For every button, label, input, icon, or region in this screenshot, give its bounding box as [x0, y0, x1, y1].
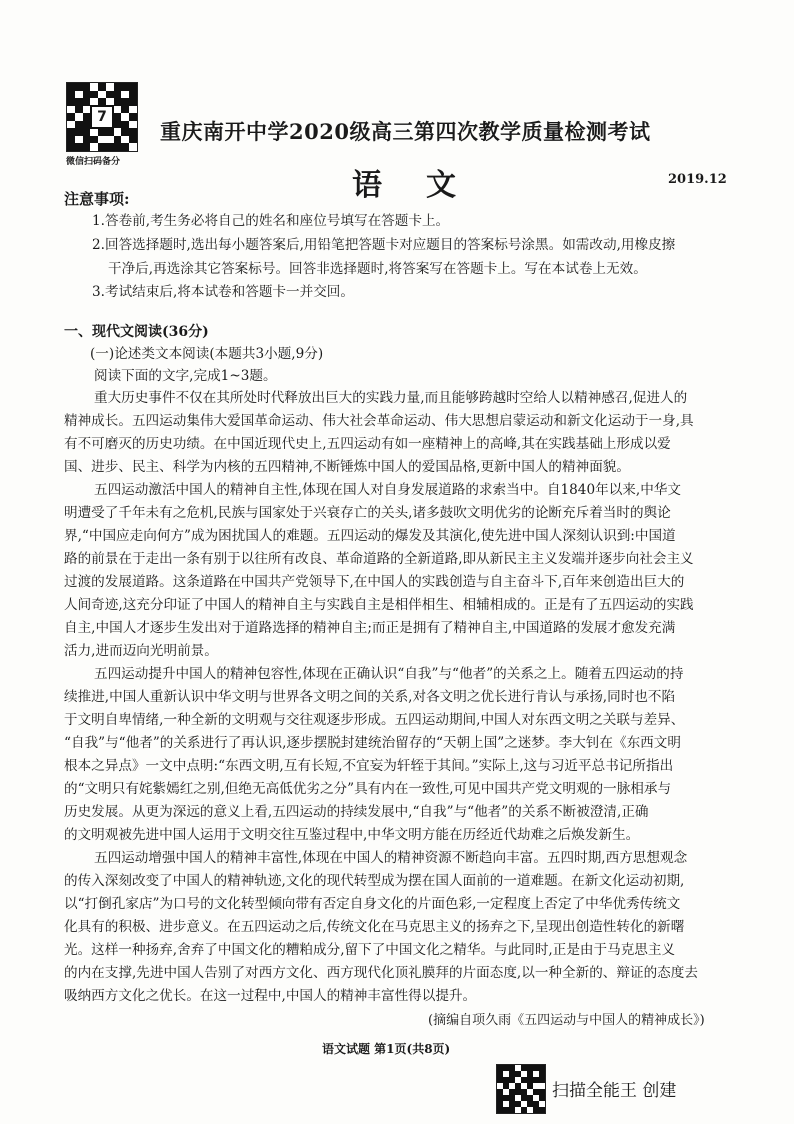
passage-line: 光。这样一种扬弃,舍弃了中国文化的糟粕成分,留下了中国文化之精华。与此同时,正是由于马克思主义 — [64, 942, 676, 958]
section-title: 一、现代文阅读(36分) — [64, 324, 209, 340]
passage-line: 的文明观被先进中国人运用于文明交往互鉴过程中,中华文明方能在历经近代劫难之后焕发新生。 — [64, 827, 640, 843]
passage-line: 有不可磨灭的历史功绩。在中国近现代史上,五四运动有如一座精神上的高峰,其在实践基础上形成以爱 — [64, 436, 671, 452]
passage-line: 活力,进而迈向光明前景。 — [64, 643, 218, 659]
passage-line: 的传入深刻改变了中国人的精神轨迹,文化的现代转型成为摆在国人面前的一道难题。在新文化运动初期, — [64, 873, 685, 889]
passage-line: 以“打倒孔家店”为口号的文化转型倾向带有否定自身文化的片面色彩,一定程度上否定了中华优秀传统文 — [64, 896, 681, 912]
passage-line: 续推进,中国人重新认识中华文明与世界各文明之间的关系,对各文明之优长进行肯认与承扬,同时也不陷 — [64, 689, 676, 705]
passage-line: 界,“中国应走向何方”成为困扰国人的难题。五四运动的爆发及其演化,使先进中国人深刻认识到:中国道 — [64, 528, 676, 544]
scanner-qr-code — [496, 1064, 546, 1114]
qr-center-badge: 7 — [90, 105, 114, 129]
passage-line: 的内在支撑,先进中国人告别了对西方文化、西方现代化顶礼膜拜的片面态度,以一种全新的、辩证的态度去 — [64, 965, 698, 981]
notice-item: 3.考试结束后,将本试卷和答题卡一并交回。 — [92, 284, 354, 300]
passage-line: 路的前景在于走出一条有别于以往所有改良、革命道路的全新道路,即从新民主主义发端并逐步向社会主义 — [64, 551, 694, 567]
passage-line: 精神成长。五四运动集伟大爱国革命运动、伟大社会革命运动、伟大思想启蒙运动和新文化运动于一身,具 — [64, 413, 694, 429]
passage-line: 国、进步、民主、科学为内核的五四精神,不断锤炼中国人的爱国品格,更新中国人的精神面貌。 — [64, 459, 630, 475]
passage-line: 五四运动激活中国人的精神自主性,体现在国人对自身发展道路的求索当中。自1840年以来,中华文 — [94, 482, 681, 498]
passage-line: 的“文明只有姹紫嫣红之别,但绝无高低优劣之分”具有内在一致性,可见中国共产党文明观的一脉相承与 — [64, 781, 672, 797]
passage-line: 历史发展。从更为深远的意义上看,五四运动的持续发展中,“自我”与“他者”的关系不断被澄清,正确 — [64, 804, 649, 820]
exam-title: 重庆南开中学2020级高三第四次教学质量检测考试 — [160, 119, 651, 144]
passage-source: (摘编自项久雨《五四运动与中国人的精神成长》) — [428, 1013, 705, 1028]
instruction: 阅读下面的文字,完成1~3题。 — [94, 368, 277, 384]
passage-line: 吸纳西方文化之优长。在这一过程中,中国人的精神丰富性得以提升。 — [64, 988, 477, 1004]
subsection-title: (一)论述类文本阅读(本题共3小题,9分) — [90, 346, 324, 362]
passage-line: 化具有的积极、进步意义。在五四运动之后,传统文化在马克思主义的扬弃之下,呈现出创造性转化的新曙 — [64, 919, 685, 935]
notice-item: 2.回答选择题时,选出每小题答案后,用铅笔把答题卡对应题目的答案标号涂黑。如需改动,用橡皮擦 — [92, 237, 676, 253]
subject-title: 语文 — [352, 168, 500, 203]
passage-line: 过渡的发展道路。这条道路在中国共产党领导下,在中国人的实践创造与自主奋斗下,百年来创造出巨大的 — [64, 574, 685, 590]
notice-heading: 注意事项: — [64, 190, 130, 208]
qr-caption: 微信扫码备分 — [66, 157, 121, 167]
notice-item: 1.答卷前,考生务必将自己的姓名和座位号填写在答题卡上。 — [92, 213, 450, 229]
passage-line: 明遭受了千年未有之危机,民族与国家处于兴衰存亡的关头,诸多鼓吹文明优劣的论断充斥着当时的舆论 — [64, 505, 671, 521]
passage-line: 五四运动增强中国人的精神丰富性,体现在中国人的精神资源不断趋向丰富。五四时期,西方思想观念 — [94, 850, 688, 866]
qr-code — [66, 82, 138, 152]
passage-line: 重大历史事件不仅在其所处时代释放出巨大的实践力量,而且能够跨越时空给人以精神感召,促进人的 — [94, 390, 688, 406]
passage-line: 根本之异点》一文中点明:“东西文明,互有长短,不宜妄为轩轾于其间。”实际上,这与习近平总书记所指出 — [64, 758, 674, 774]
passage-line: 于文明自卑情绪,一种全新的文明观与交往观逐步形成。五四运动期间,中国人对东西文明之关联与差异、 — [64, 712, 685, 728]
passage-line: 人间奇迹,这充分印证了中国人的精神自主与实践自主是相伴相生、相辅相成的。正是有了五四运动的实践 — [64, 597, 694, 613]
passage-line: 自主,中国人才逐步生发出对于道路选择的精神自主;而正是拥有了精神自主,中国道路的发展才愈发充满 — [64, 620, 676, 636]
exam-date: 2019.12 — [668, 172, 727, 187]
passage-line: “自我”与“他者”的关系进行了再认识,逐步摆脱封建统治留存的“天朝上国”之迷梦。李大钊在《东西文明 — [64, 735, 681, 751]
notice-item: 干净后,再选涂其它答案标号。回答非选择题时,将答案写在答题卡上。写在本试卷上无效。 — [108, 261, 647, 277]
scanner-label: 扫描全能王 创建 — [552, 1081, 677, 1101]
page-footer: 语文试题 第1页(共8页) — [322, 1042, 451, 1056]
passage-line: 五四运动提升中国人的精神包容性,体现在正确认识“自我”与“他者”的关系之上。随着五四运动的持 — [94, 666, 684, 682]
